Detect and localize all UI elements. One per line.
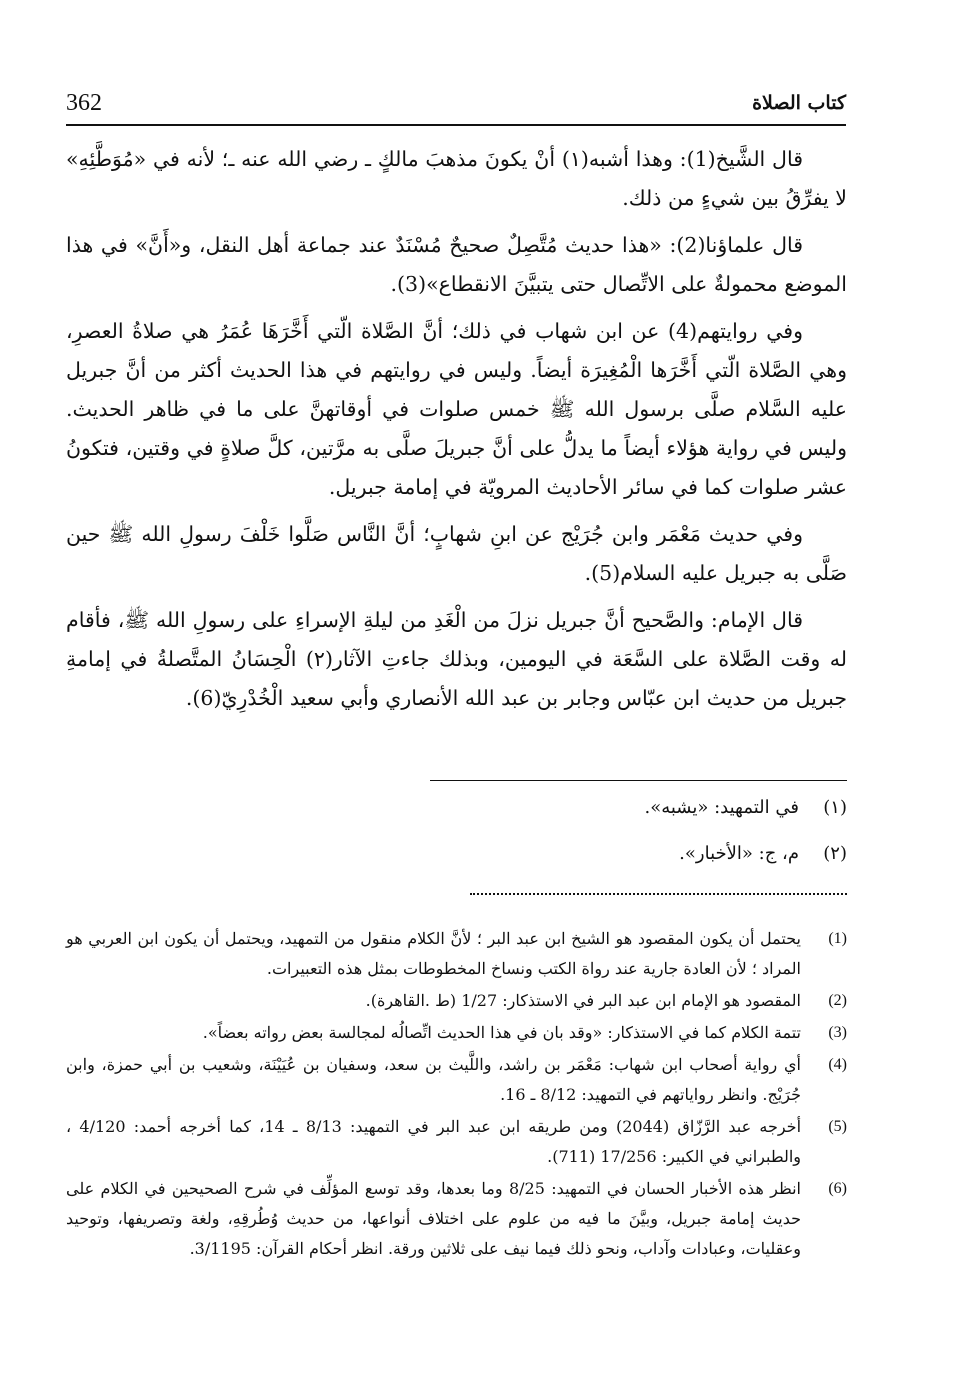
footnote-text: يحتمل أن يكون المقصود هو الشيخ ابن عبد البر ؛ لأنَّ الكلام منقول من التمهيد، ويحتمل أن يكون ابن العربي هو المراد ؛ لأن العادة جارية عند رواة الكتب ونساخ المخطوطات بمثل هذه التعبيرات.: [66, 929, 801, 978]
footnote: [66, 1112, 847, 1172]
variant-number: (٢): [823, 843, 847, 864]
footnote: [66, 986, 847, 1016]
footnote-number: (1): [828, 930, 847, 947]
paragraph: وفي روايتهم(4) عن ابن شهاب في ذلك؛ أنَّ الصَّلاة الّتي أَخَّرَهَا عُمَرُ هي صلاةُ العصرِ، وهي الصَّلاة الّتي أَخَّرَها الْمُغِيرَة أيضاً. وليس في روايتهم في هذا الحديث أكثر من أنَّ جبريل عليه السَّلام صلَّى برسول الله ﷺ خمس صلوات في أوقاتهنَّ على ما في ظاهر الحديث. وليس في رواية هؤلاء أيضاً ما يدلُّ على أنَّ جبريلَ صلَّى به مرَّتين، كلَّ صلاةٍ في وقتين، فتكونُ عشر صلوات كما في سائر الأحاديث المرويّة في إمامة جبريل.: [66, 319, 847, 499]
footnote: [66, 1174, 847, 1264]
footnote: [66, 1018, 847, 1048]
page-number: 362: [66, 90, 102, 116]
paragraph: قال الإمام: والصَّحيح أنَّ جبريل نزلَ من الْغَدِ من ليلةِ الإسراءِ على رسولِ الله ﷺ، فأقام له وقت الصَّلاة على السَّعَة في اليومين، وبذلك جاءتِ الآثار(٢) الْحِسَانُ المتَّصلةُ في إمامةِ جبريل من حديث ابن عبّاس وجابر بن عبد الله الأنصاري وأبي سعيد الْخُدْرِيّ(6).: [66, 608, 848, 710]
footnote: [66, 1050, 847, 1110]
footnotes: [66, 924, 847, 1266]
footnote-number: (6): [828, 1180, 847, 1197]
dotted-divider: [470, 893, 847, 895]
variant-text: م، ج: «الأخبار».: [679, 843, 799, 864]
footnote-number: (5): [828, 1118, 847, 1135]
footnote-number: (4): [828, 1056, 847, 1073]
page-header: [66, 86, 846, 126]
footnote-text: أي رواية أصحاب ابن شهاب: مَعْمَر بن راشد، واللَّيث بن سعد، وسفيان بن عُيَيْنَة، وشعيب بن أبي حمزة، وابن جُرَيْج. وانظر رواياتهم في التمهيد: 8/12 ـ 16.: [66, 1055, 802, 1104]
footnote-number: (2): [828, 992, 847, 1009]
footnote-text: أخرجه عبد الرَّزّاق (2044) ومن طريقه ابن عبد البر في التمهيد: 8/13 ـ 14، كما أخرجه أحمد: 4/120 ، والطبراني في الكبير: 17/256 (711).: [66, 1117, 802, 1166]
running-title: كتاب الصلاة: [752, 92, 846, 114]
footnote-number: (3): [828, 1024, 847, 1041]
variant-note: [430, 831, 847, 877]
footnote-text: تتمة الكلام كما في الاستذكار: «وقد بان في هذا الحديث اتِّصالُه لمجالسة بعض رواته بعضاً».: [202, 1023, 801, 1042]
footnote-text: المقصود هو الإمام ابن عبد البر في الاستذكار: 1/27 (ط .القاهرة).: [365, 991, 801, 1010]
footnote: [66, 924, 847, 984]
variant-number: (١): [823, 797, 847, 818]
main-text: [66, 140, 847, 726]
paragraph: قال علماؤنا(2): «هذا حديث مُتَّصِلٌ صحيحٌ مُسْنَدٌ عند جماعة أهل النقل، و«أَنَّ» في هذا الموضع محمولةٌ على الاتِّصال حتى يتبيَّنَ الانقطاع»(3).: [66, 233, 847, 296]
variant-note: [430, 785, 847, 831]
manuscript-variants: [430, 780, 847, 877]
paragraph: قال الشَّيخ(1): وهذا أشبه(١) أنْ يكونَ مذهبَ مالكٍ ـ رضي الله عنه ـ؛ لأنه في «مُوَطَّئِهِ» لا يفرِّقُ بين شيءٍ من ذلك.: [66, 147, 847, 210]
variant-text: في التمهيد: «يشبه».: [644, 797, 799, 818]
footnote-text: انظر هذه الأخبار الحسان في التمهيد: 8/25 وما بعدها، وقد توسع المؤلِّف في شرح الصحيحين في الكلام على حديث إمامة جبريل، وبيَّنَ ما فيه من علوم على اختلاف أنواعها، من حديث وُطُرقِهِ، ولغة وتصريفها، وتوحيد وعقليات، وعبادات وآداب، ونحو ذلك فيما نيف على ثلاثين ورقة. انظر أحكام القرآن: 3/1195.: [66, 1179, 801, 1258]
paragraph: وفي حديث مَعْمَر وابن جُرَيْج عن ابنِ شهابٍ؛ أنَّ النَّاس صَلَّوا خَلْفَ رسولِ الله ﷺ حين صَلَّى به جبريل عليه السلام(5).: [66, 522, 847, 585]
